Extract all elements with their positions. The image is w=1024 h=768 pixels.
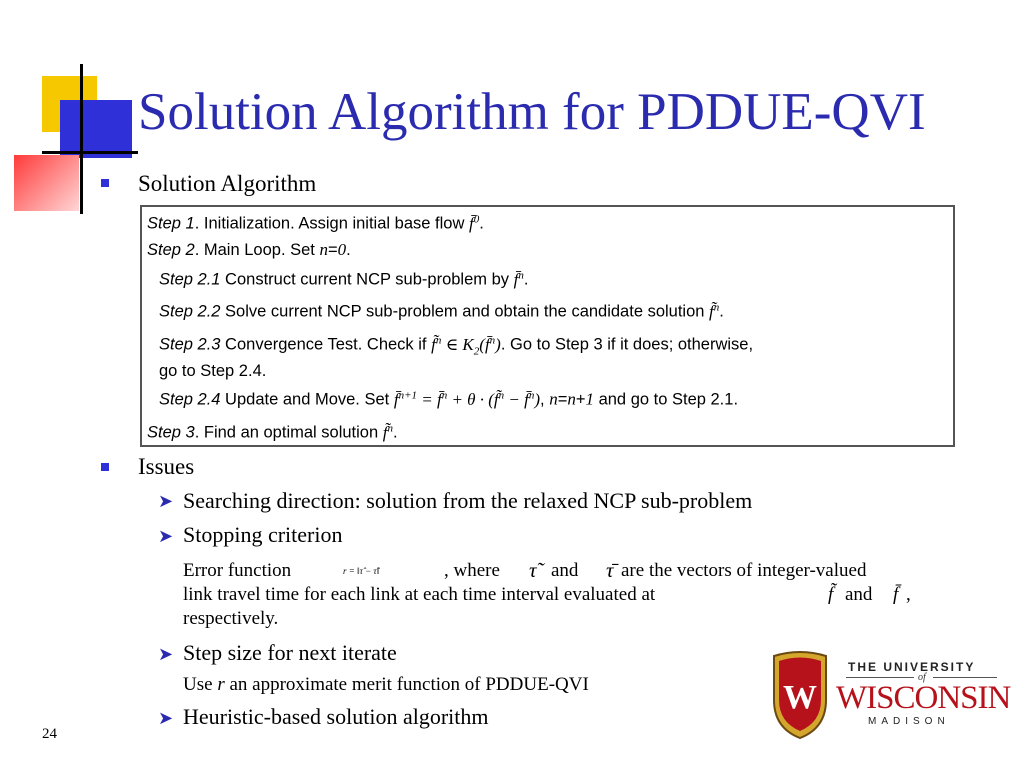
vectors-text: are the vectors of integer-valued: [621, 560, 867, 581]
page-number: 24: [42, 726, 57, 742]
step3-text: . Find an optimal solution: [194, 423, 383, 442]
step22-label: Step 2.2: [159, 302, 221, 321]
step24-tail: and go to Step 2.1.: [594, 390, 739, 409]
arrow-bullet-icon: ➤: [158, 644, 174, 665]
decor-square-red: [14, 155, 79, 211]
algorithm-box: [140, 205, 955, 447]
logo-wisconsin: WISCONSIN: [836, 680, 1011, 716]
step1-label: Step 1: [147, 214, 195, 233]
logo-rule-left: [846, 677, 914, 678]
algo-step22: Step 2.2 Solve current NCP sub-problem and obtain the candidate solution f̃$^n$.: [159, 301, 724, 321]
math-update: f̄$^{n+1}$ = f̄$^n$ + θ · (f̃$^n$ − f̄$^n$): [393, 389, 541, 409]
decor-square-blue: [60, 100, 132, 158]
math-f0: f̄$^0$: [468, 213, 480, 233]
algo-step3: Step 3. Find an optimal solution f̃$^n$.: [147, 422, 398, 442]
and-text-1: and: [551, 560, 579, 581]
logo-rule-right: [933, 677, 997, 678]
logo-of: of: [918, 672, 926, 683]
arrow-bullet-icon: ➤: [158, 708, 174, 729]
logo-madison: MADISON: [868, 716, 950, 727]
error-function-label: Error function: [183, 560, 292, 581]
step-size-detail: [183, 674, 589, 696]
use-text: Use: [183, 674, 213, 695]
step21-label: Step 2.1: [159, 270, 221, 289]
and-text-2: and: [845, 584, 873, 605]
step24-text: Update and Move. Set: [220, 390, 394, 409]
bullet-issues: Issues: [138, 454, 195, 479]
comma-text: ,: [906, 584, 911, 605]
uw-crest-icon: [770, 650, 830, 740]
f-tilde-symbol: f̃: [828, 584, 834, 605]
math-ftilde-n-final: f̃$^n$: [382, 422, 393, 442]
issue-stopping-criterion: Stopping criterion: [183, 522, 343, 547]
tau-hat-bar-symbol: τ̄: [606, 558, 614, 582]
math-fn: f̄$^n$: [513, 269, 524, 289]
decor-line-vertical: [80, 64, 83, 214]
r-symbol: r: [217, 674, 225, 695]
algo-step23-cont: go to Step 2.4.: [159, 362, 267, 380]
slide-title: Solution Algorithm for PDDUE-QVI: [138, 83, 926, 141]
bullet-icon: [101, 463, 109, 471]
crest-letter: W: [783, 679, 817, 716]
error-function-formula: r = ‖τ̂ − τ̂‖: [343, 566, 380, 576]
step22-text: Solve current NCP sub-problem and obtain the candidate solution: [220, 302, 710, 321]
f-bar-symbol: f̄: [893, 584, 899, 605]
algo-step24: Step 2.4 Update and Move. Set f̄$^{n+1}$ = f̄$^n$ + θ · (f̃$^n$ − f̄$^n$), n=n+1 and go to Step 2.1.: [159, 389, 739, 409]
where-text: , where: [444, 560, 500, 581]
step24-label: Step 2.4: [159, 390, 221, 409]
bullet-solution-algorithm: Solution Algorithm: [138, 171, 317, 196]
logo-the-university: THE UNIVERSITY: [848, 660, 976, 674]
decor-line-horizontal: [42, 151, 138, 154]
bullet-icon: [101, 179, 109, 187]
math-ftilde-n: f̃$^n$: [709, 301, 720, 321]
algo-step23: [159, 334, 753, 357]
issue-heuristic: Heuristic-based solution algorithm: [183, 704, 489, 729]
issue-searching-direction: Searching direction: solution from the relaxed NCP sub-problem: [183, 488, 753, 513]
step2-label: Step 2: [147, 241, 195, 259]
step23-label: Step 2.3: [159, 335, 221, 354]
step2-text: . Main Loop. Set: [194, 241, 320, 259]
algo-step21: Step 2.1 Construct current NCP sub-problem by f̄$^n$.: [159, 269, 529, 289]
tau-hat-tilde-symbol: τ̃: [529, 558, 537, 582]
step23-tail: . Go to Step 3 if it does; otherwise,: [500, 335, 754, 354]
step23-text: Convergence Test. Check if: [220, 335, 432, 354]
respectively-text: respectively.: [183, 608, 279, 629]
math-n0: n: [319, 240, 328, 259]
math-convergence: f̃$^n$ ∈ $K_2(f̄^n)$: [431, 334, 501, 358]
merit-function-text: an approximate merit function of PDDUE-QVI: [229, 674, 589, 695]
step3-label: Step 3: [147, 423, 195, 442]
algo-step1: Step 1. Initialization. Assign initial base flow f̄$^0$.: [147, 213, 484, 233]
link-travel-text: link travel time for each link at each time interval evaluated at: [183, 584, 656, 605]
step1-text: . Initialization. Assign initial base flow: [194, 214, 469, 233]
step21-text: Construct current NCP sub-problem by: [220, 270, 514, 289]
arrow-bullet-icon: ➤: [158, 526, 174, 547]
algo-step2: Step 2. Main Loop. Set n=0.: [147, 240, 351, 259]
issue-step-size: Step size for next iterate: [183, 640, 397, 665]
arrow-bullet-icon: ➤: [158, 491, 174, 512]
